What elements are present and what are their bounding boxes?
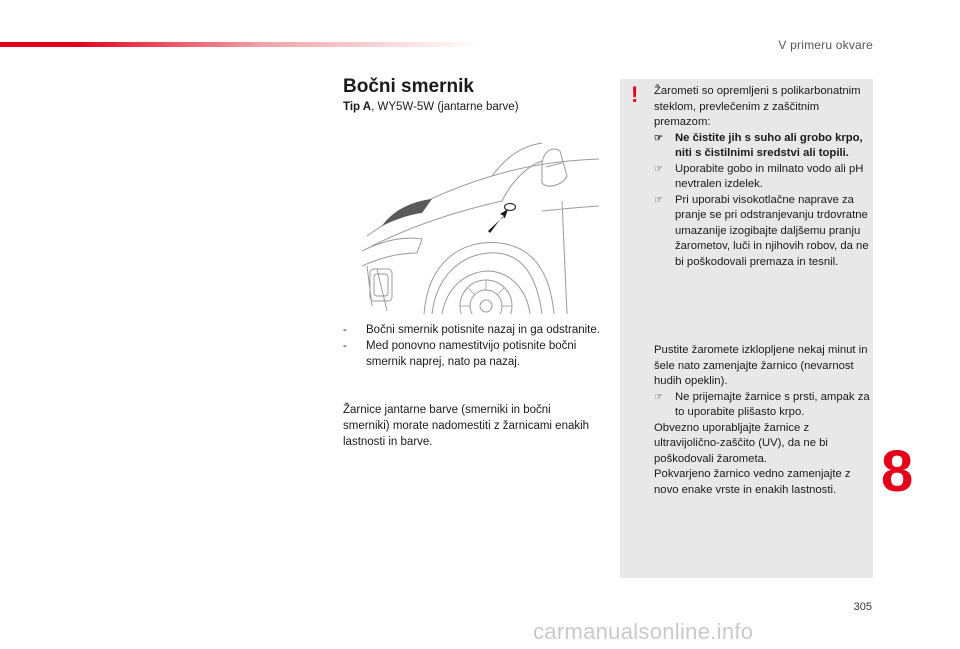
page-title: Bočni smernik [343,76,474,97]
steps-list [343,322,603,370]
info-paragraph: Pustite žaromete izklopljene nekaj minut in šele nato zamenjajte žarnico (nevarnost hudih opeklin). [654,344,868,387]
top-accent-bar [0,42,480,47]
bulb-note: Žarnice jantarne barve (smerniki in bočni smerniki) morate nadomestiti z žarnicami enakih lastnosti in barve. [343,404,590,448]
pointing-hand-icon: ☞ [654,391,663,403]
warning-bullet [654,193,869,271]
bullet-text: Ne čistite jih s suho ali grobo krpo, niti s čistilnimi sredstvi ali topili. [675,131,863,159]
step-text: Bočni smernik potisnite nazaj in ga odstranite. [366,324,600,336]
step-text: Med ponovno namestitvijo potisnite bočni smernik naprej, nato pa nazaj. [366,340,577,368]
info-paragraph: Pokvarjeno žarnico vedno zamenjajte z novo enake vrste in enakih lastnosti. [654,468,851,496]
exclamation-icon: ! [631,82,639,107]
info-text [654,343,872,498]
chapter-number: 8 [881,439,914,504]
step-item [343,338,603,370]
bulb-type-label: Tip A [343,101,372,113]
dash-marker: - [343,324,347,336]
warning-bullet [654,131,869,162]
warning-bullet [654,162,869,193]
bulb-type-subtitle [343,101,519,113]
pointing-hand-icon: ☞ [654,163,663,175]
bullet-text: Ne prijemajte žarnice s prsti, ampak za to uporabite plišasto krpo. [675,390,870,418]
bullet-text: Pri uporabi visokotlačne naprave za pranje se pri odstranjevanju trdovratne umazanije izogibajte daljšemu pranju žarometov, luči in njihovih robov, da ne bi poškodovali premaza in tesnil. [675,193,869,268]
pointing-hand-icon: ☞ [654,132,663,144]
section-header: V primeru okvare [778,38,873,52]
warning-text [654,84,869,270]
step-item [343,322,603,338]
page-number: 305 [853,601,872,613]
side-repeater-illustration [362,141,599,314]
dash-marker: - [343,340,347,352]
watermark: carmanualsonline.info [533,619,754,644]
bulb-type-spec: , WY5W-5W (jantarne barve) [371,101,519,113]
bullet-text: Uporabite gobo in milnato vodo ali pH nevtralen izdelek. [675,162,864,190]
info-paragraph: Obvezno uporabljajte žarnice z ultravijolično-zaščito (UV), da ne bi poškodovali žarometa. [654,421,828,465]
info-bullet [654,390,872,421]
warning-intro: Žarometi so opremljeni s polikarbonatnim steklom, prevlečenim z zaščitnim premazom: [654,85,861,128]
pointing-hand-icon: ☞ [654,194,663,206]
